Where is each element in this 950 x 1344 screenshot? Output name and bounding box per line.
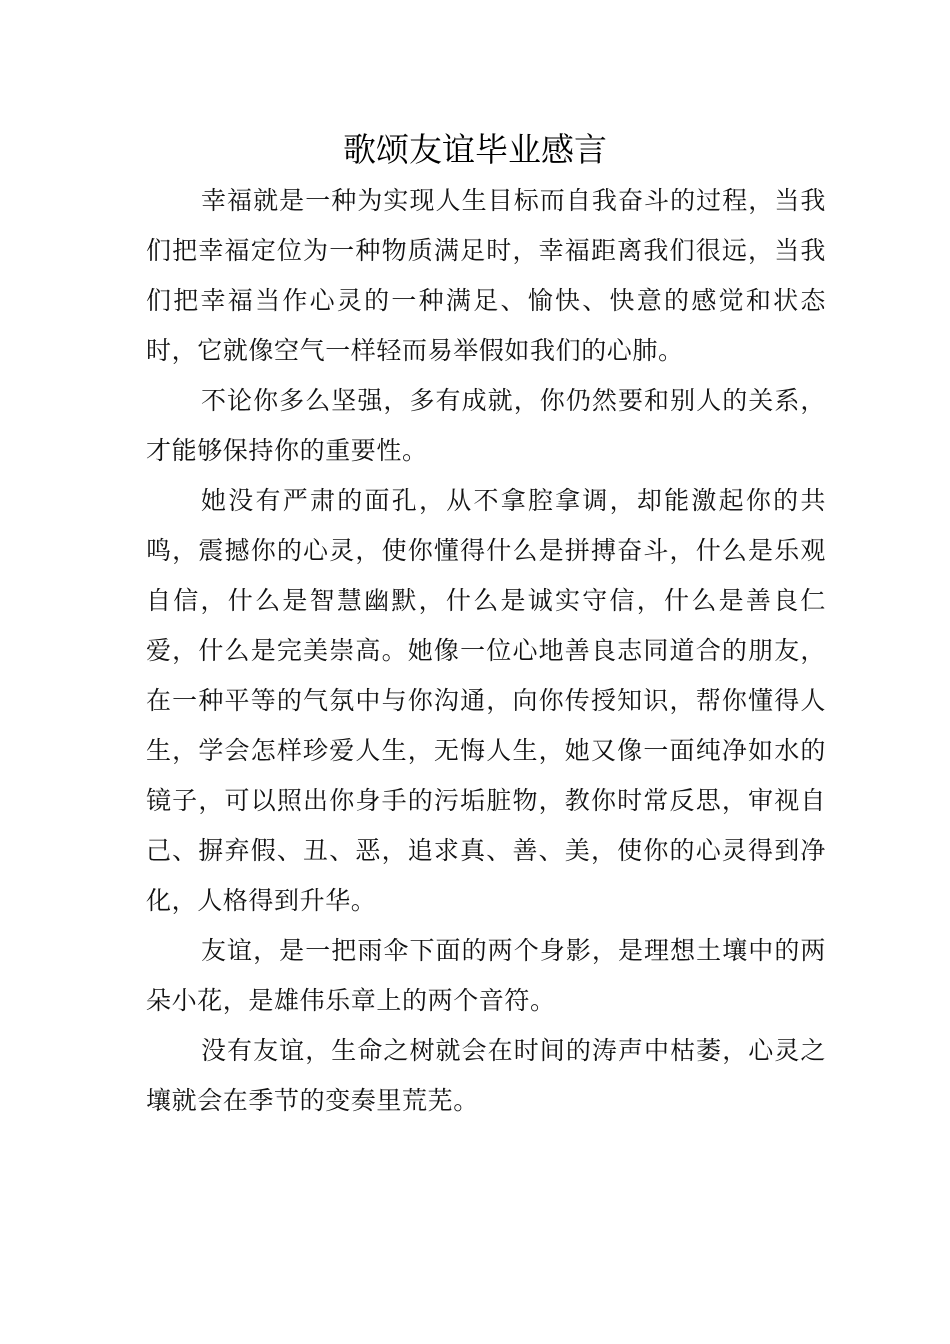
paragraph: 没有友谊，生命之树就会在时间的涛声中枯萎，心灵之壤就会在季节的变奏里荒芜。 [146,1036,826,1115]
paragraph: 不论你多么坚强，多有成就，你仍然要和别人的关系，才能够保持你的重要性。 [146,386,826,465]
document-title: 歌颂友谊毕业感言 [343,130,607,169]
document-body [146,176,826,1126]
paragraph: 幸福就是一种为实现人生目标而自我奋斗的过程，当我们把幸福定位为一种物质满足时，幸福距离我们很远，当我们把幸福当作心灵的一种满足、愉快、快意的感觉和状态时，它就像空气一样轻而易举假如我们的心肺。 [146,186,826,365]
paragraph: 友谊，是一把雨伞下面的两个身影，是理想土壤中的两朵小花，是雄伟乐章上的两个音符。 [146,936,826,1015]
paragraph: 她没有严肃的面孔，从不拿腔拿调，却能激起你的共鸣，震撼你的心灵，使你懂得什么是拼搏奋斗，什么是乐观自信，什么是智慧幽默，什么是诚实守信，什么是善良仁爱，什么是完美崇高。她像一位心地善良志同道合的朋友，在一种平等的气氛中与你沟通，向你传授知识，帮你懂得人生，学会怎样珍爱人生，无悔人生，她又像一面纯净如水的镜子，可以照出你身手的污垢脏物，教你时常反思，审视自己、摒弃假、丑、恶，追求真、善、美，使你的心灵得到净化，人格得到升华。 [146,486,826,915]
